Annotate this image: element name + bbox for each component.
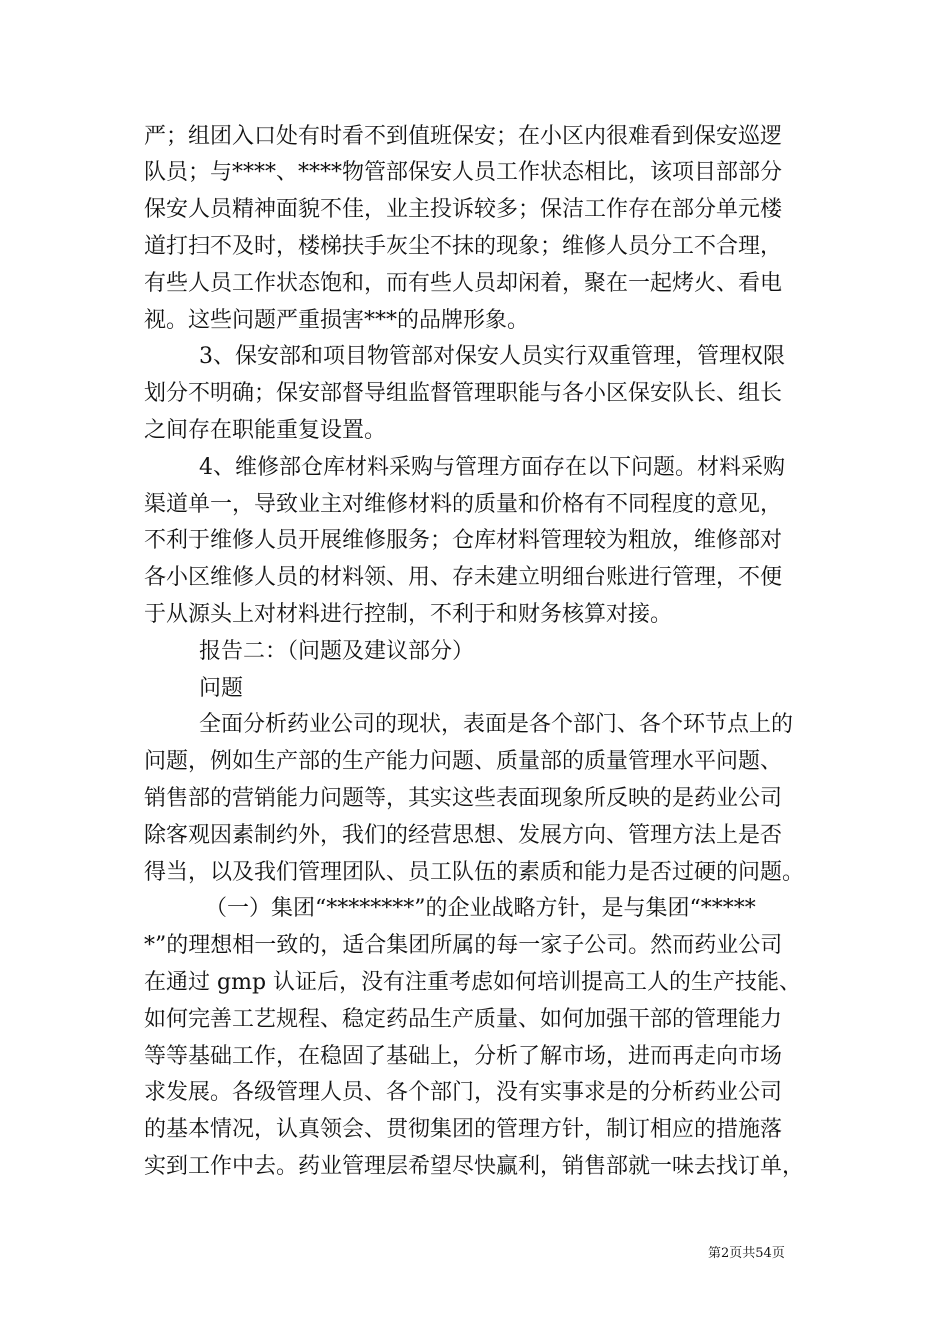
text-line: 队员；与****、****物管部保安人员工作状态相比，该项目部部分 <box>144 160 783 185</box>
text-line: 实到工作中去。药业管理层希望尽快赢利，销售部就一味去找订单， <box>144 1154 805 1179</box>
text-line: 保安人员精神面貌不佳，业主投诉较多；保洁工作存在部分单元楼 <box>144 197 783 222</box>
text-line: 在通过 gmp 认证后，没有注重考虑如何培训提高工人的生产技能、 <box>144 970 802 995</box>
text-line: 除客观因素制约外，我们的经营思想、发展方向、管理方法上是否 <box>144 823 783 848</box>
text-line: 道打扫不及时，楼梯扶手灰尘不抹的现象；维修人员分工不合理， <box>144 234 783 259</box>
page-number: 第2页共54页 <box>708 1246 785 1261</box>
text-line: （一）集团“********”的企业战略方针，是与集团“***** <box>205 896 756 921</box>
text-line: 有些人员工作状态饱和，而有些人员却闲着，聚在一起烤火、看电 <box>144 271 783 296</box>
text-line: 各小区维修人员的材料领、用、存未建立明细台账进行管理，不便 <box>144 565 783 590</box>
text-line: 3、保安部和项目物管部对保安人员实行双重管理，管理权限 <box>199 344 785 369</box>
section-heading: 报告二：（问题及建议部分） <box>199 639 475 664</box>
text-line: 全面分析药业公司的现状，表面是各个部门、各个环节点上的 <box>199 712 794 737</box>
text-line: 渠道单一，导致业主对维修材料的质量和价格有不同程度的意见， <box>144 492 783 517</box>
text-line: 如何完善工艺规程、稳定药品生产质量、如何加强干部的管理能力 <box>144 1007 783 1032</box>
text-line: 得当，以及我们管理团队、员工队伍的素质和能力是否过硬的问题。 <box>144 860 805 885</box>
text-line: *”的理想相一致的，适合集团所属的每一家子公司。然而药业公司 <box>144 933 783 958</box>
text-line: 严；组团入口处有时看不到值班保安；在小区内很难看到保安巡逻 <box>144 124 783 149</box>
text-line: 之间存在职能重复设置。 <box>144 418 387 443</box>
text-line: 的基本情况，认真领会、贯彻集团的管理方针，制订相应的措施落 <box>144 1117 783 1142</box>
text-line: 视。这些问题严重损害***的品牌形象。 <box>144 308 530 333</box>
section-heading: 问题 <box>199 676 244 701</box>
text-line: 问题，例如生产部的生产能力问题、质量部的质量管理水平问题、 <box>144 749 783 774</box>
text-line: 求发展。各级管理人员、各个部门，没有实事求是的分析药业公司 <box>144 1080 783 1105</box>
text-line: 于从源头上对材料进行控制，不利于和财务核算对接。 <box>144 602 673 627</box>
text-line: 4、维修部仓库材料采购与管理方面存在以下问题。材料采购 <box>199 455 785 480</box>
text-line: 不利于维修人员开展维修服务；仓库材料管理较为粗放，维修部对 <box>144 528 783 553</box>
text-line: 销售部的营销能力问题等，其实这些表面现象所反映的是药业公司 <box>144 786 783 811</box>
text-line: 划分不明确；保安部督导组监督管理职能与各小区保安队长、组长 <box>144 381 783 406</box>
text-line: 等等基础工作，在稳固了基础上，分析了解市场，进而再走向市场 <box>144 1044 783 1069</box>
